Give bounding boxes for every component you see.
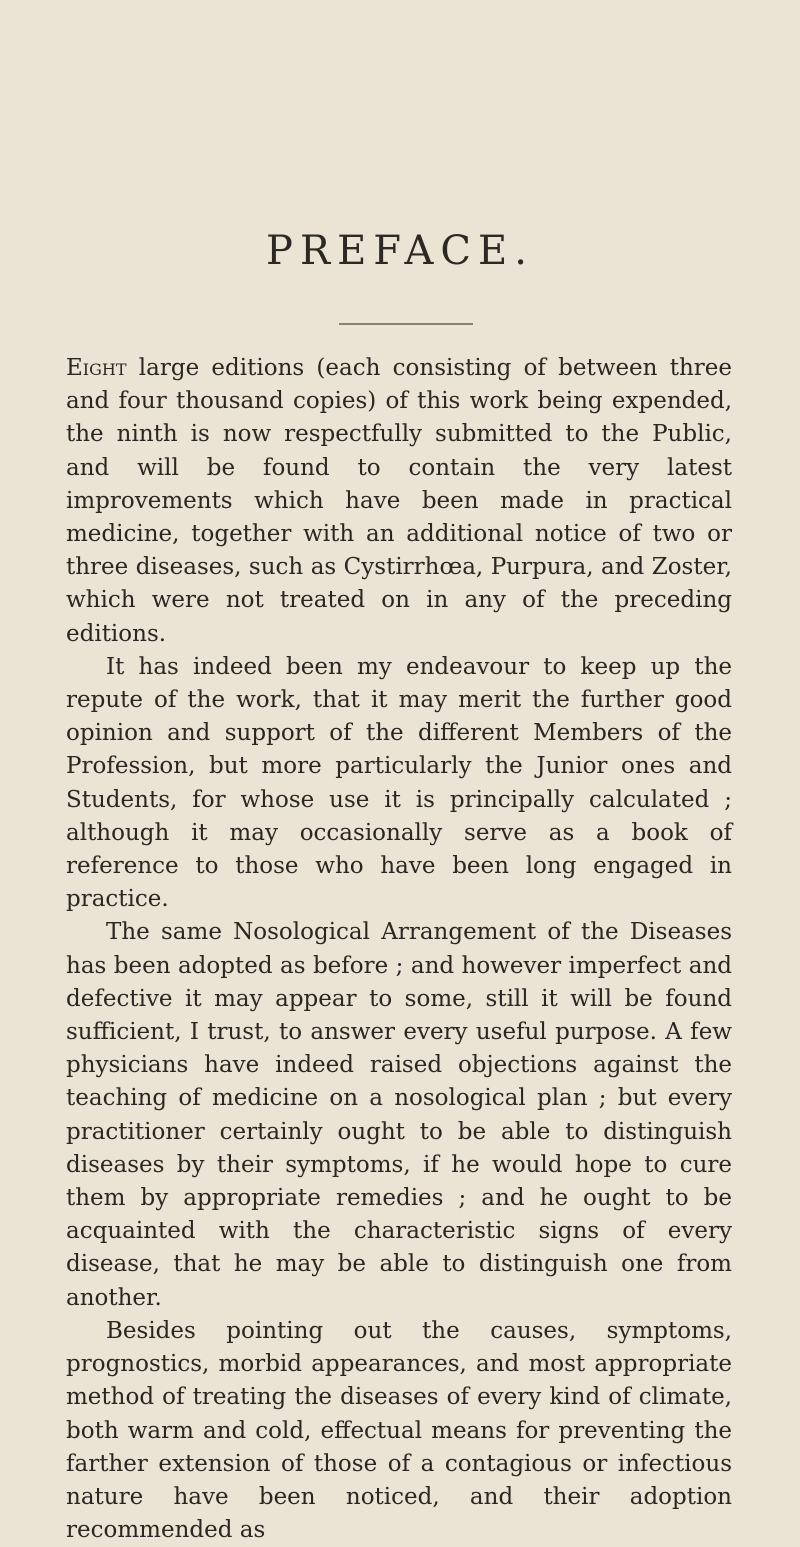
heading-rule (339, 323, 473, 325)
paragraph-1-text: large editions (each consisting of between three and four thousand copies) of this work being expended, the ninth is now respectfully submitted to the Public, and will be found to contain the very latest improvements which have been made in practical medicine, together with an additional notice of two or three diseases, such as Cystirrhœa, Purpura, and Zoster, which were not treated on in any of the preceding editions. (66, 355, 732, 647)
paragraph-3: The same Nosological Arrangement of the Diseases has been adopted as before ; and however imperfect and defective it may appear to some, still it will be found sufficient, I trust, to answer every useful purpose. A few physicians have indeed raised objections against the teaching of medicine on a nosological plan ; but every practitioner certainly ought to be able to distinguish diseases by their symptoms, if he would hope to cure them by appropriate remedies ; and he ought to be acquainted with the characteristic signs of every disease, that he may be able to distinguish one from another. (66, 919, 732, 1311)
paragraph-1-lead: Eight (66, 355, 127, 381)
paragraph-4: Besides pointing out the causes, symptoms, prognostics, morbid appearances, and most appropriate method of treating the diseases of every kind of climate, both warm and cold, effectual means for preventing the farther extension of those of a contagious or infectious nature have been noticed, and their adoption recommended as (66, 1317, 732, 1544)
preface-body (66, 352, 732, 1547)
page-heading: PREFACE. (266, 228, 534, 274)
paragraph-1 (66, 352, 732, 651)
paragraph-2: It has indeed been my endeavour to keep up the repute of the work, that it may merit the further good opinion and support of the different Members of the Profession, but more particularly the Junior ones and Students, for whose use it is principally calculated ; although it may occasionally serve as a book of reference to those who have been long engaged in practice. (66, 653, 732, 913)
